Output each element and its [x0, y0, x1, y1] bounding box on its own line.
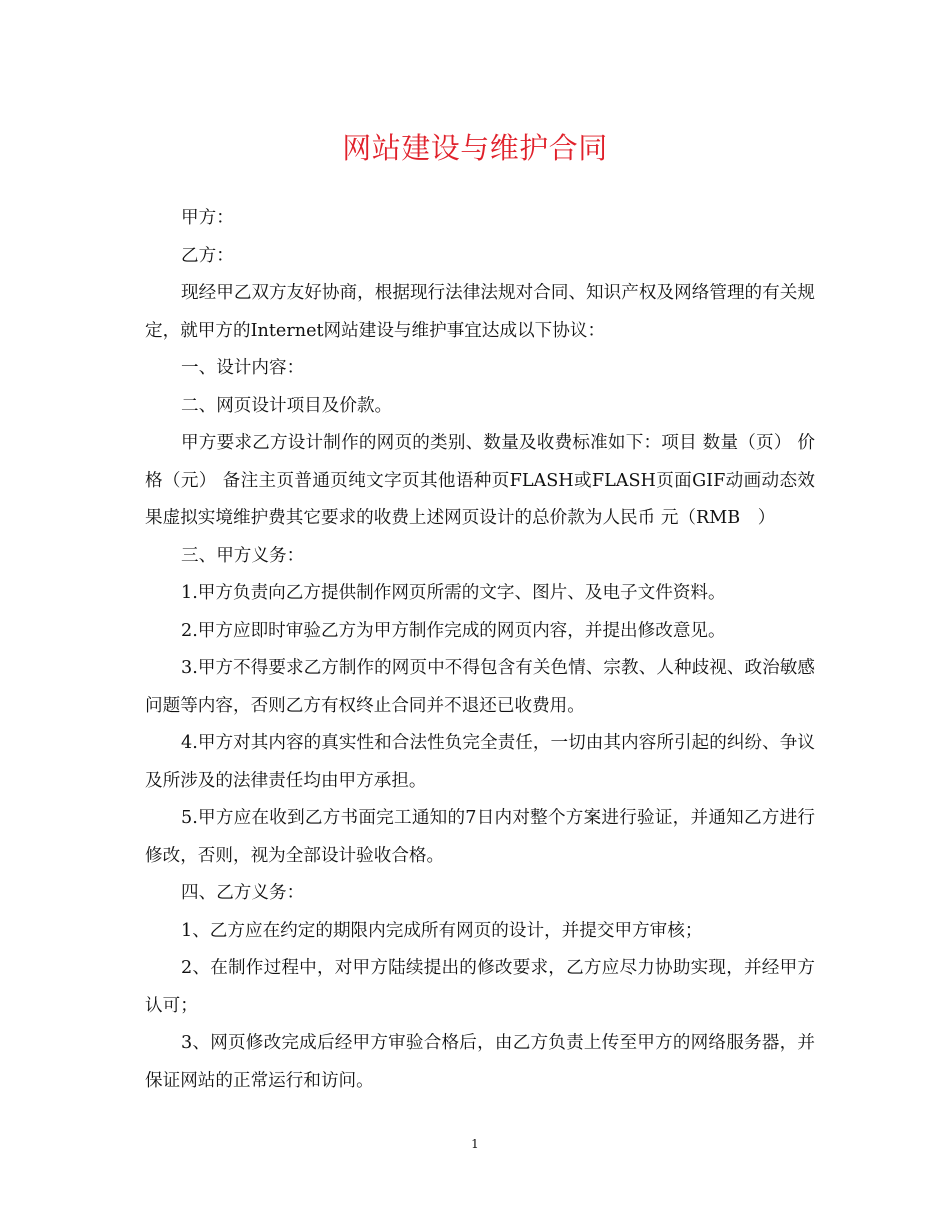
clause-a-1: 1.甲方负责向乙方提供制作网页所需的文字、图片、及电子文件资料。: [181, 583, 726, 603]
clause-a-2: 2.甲方应即时审验乙方为甲方制作完成的网页内容，并提出修改意见。: [181, 620, 726, 641]
paragraph-preamble: 现经甲乙双方友好协商，根据现行法律法规对合同、知识产权及网络管理的有关规定，就甲方的Internet网站建设与维护事宜达成以下协议：: [145, 283, 815, 341]
clause-b-3: 3、网页修改完成后经甲方审验合格后，由乙方负责上传至甲方的网络服务器，并保证网站的正常运行和访问。: [145, 1033, 815, 1091]
section-heading-design-content: 一、设计内容：: [181, 358, 305, 378]
section-heading-party-a-obligations: 三、甲方义务：: [181, 545, 305, 566]
paragraph-party-b: 乙方：: [181, 245, 234, 266]
clause-b-1: 1、乙方应在约定的期限内完成所有网页的设计，并提交甲方审核；: [181, 920, 703, 941]
clause-a-4: 4.甲方对其内容的真实性和合法性负完全责任，一切由其内容所引起的纠纷、争议及所涉及的法律责任均由甲方承担。: [145, 733, 815, 791]
page-number: 1: [471, 1137, 479, 1151]
paragraph-price-details: 甲方要求乙方设计制作的网页的类别、数量及收费标准如下：项目 数量（页） 价格（元） 备注主页普通页纯文字页其他语种页FLASH或FLASH页面GIF动画动态效果虚拟实境维护费其它要求的收费上述网页设计的总价款为人民币 元（RMB ）: [145, 433, 815, 528]
section-heading-party-b-obligations: 四、乙方义务：: [181, 883, 305, 903]
section-heading-items-and-price: 二、网页设计项目及价款。: [181, 395, 393, 416]
paragraph-party-a: 甲方：: [181, 208, 234, 228]
document-body: [145, 200, 815, 1100]
document-title: 网站建设与维护合同: [342, 131, 608, 165]
clause-a-5: 5.甲方应在收到乙方书面完工通知的7日内对整个方案进行验证，并通知乙方进行修改，否则，视为全部设计验收合格。: [145, 808, 815, 866]
clause-a-3: 3.甲方不得要求乙方制作的网页中不得包含有关色情、宗教、人种歧视、政治敏感问题等内容，否则乙方有权终止合同并不退还已收费用。: [145, 658, 815, 716]
clause-b-2: 2、在制作过程中，对甲方陆续提出的修改要求，乙方应尽力协助实现，并经甲方认可；: [145, 958, 815, 1016]
